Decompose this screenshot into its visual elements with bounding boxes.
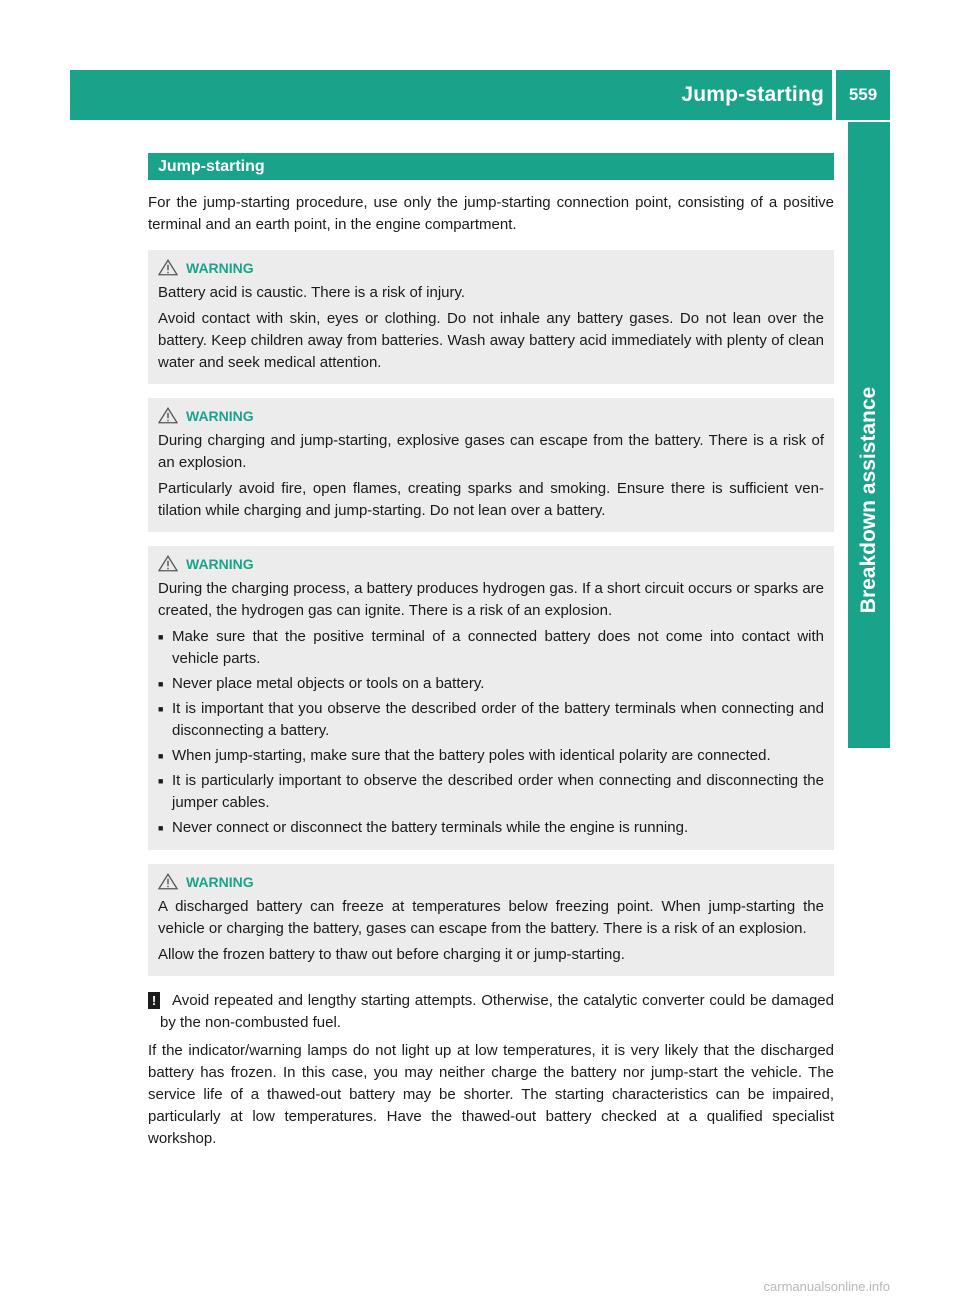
warning-label: WARNING bbox=[186, 874, 254, 890]
side-tab-marker bbox=[848, 692, 890, 748]
warning-paragraph: During the charging process, a battery produces hydrogen gas. If a short circuit occurs or sparks are created, the hydrogen gas can ignite. There is a risk of an explosion. bbox=[158, 580, 824, 619]
section-heading: Jump-starting bbox=[148, 153, 834, 180]
warning-box bbox=[148, 864, 834, 976]
header-title-box bbox=[662, 70, 832, 120]
list-item: ■ It is important that you observe the described order of the battery terminals when connecting and disconnecting a battery. bbox=[158, 698, 824, 742]
list-item: ■ Never place metal objects or tools on a battery. bbox=[158, 673, 824, 695]
warning-label: WARNING bbox=[186, 556, 254, 572]
warning-paragraph: A discharged battery can freeze at temperatures below freezing point. When jump-starting the vehicle or charging the battery, gases can escape from the battery. There is a risk of an explosion. bbox=[158, 898, 824, 937]
warning-label: WARNING bbox=[186, 260, 254, 276]
warning-triangle-icon bbox=[158, 555, 180, 573]
list-item: ■ Make sure that the positive terminal of a connected battery does not come into contact with vehicle parts. bbox=[158, 626, 824, 670]
watermark: carmanualsonline.info bbox=[763, 1279, 890, 1294]
side-tab-label: Breakdown assistance bbox=[857, 386, 880, 614]
warning-box bbox=[148, 250, 834, 384]
warning-title bbox=[158, 872, 824, 892]
warning-bullet-list bbox=[158, 626, 824, 839]
warning-title bbox=[158, 258, 824, 278]
closing-paragraph: If the indicator/warning lamps do not light up at low temperatures, it is very likely that the discharged battery has frozen. In this case, you may neither charge the battery nor jump-start the vehicle. The service life of a thawed-out battery may be shorter. The starting characteristics can be impaired, particularly at low temperatures. Have the thawed-out battery checked at a qualified specialist workshop. bbox=[148, 1042, 834, 1147]
warning-triangle-icon bbox=[158, 407, 180, 425]
page-number: 559 bbox=[836, 70, 890, 120]
warning-paragraph: Allow the frozen battery to thaw out before charging it or jump-starting. bbox=[158, 946, 625, 963]
exclamation-icon: ! bbox=[148, 992, 160, 1009]
warning-box bbox=[148, 398, 834, 532]
header-title: Jump-starting bbox=[681, 83, 824, 106]
page-content bbox=[148, 153, 834, 1150]
warning-title bbox=[158, 406, 824, 426]
warning-triangle-icon bbox=[158, 873, 180, 891]
warning-paragraph: Avoid contact with skin, eyes or clothing. Do not inhale any battery gases. Do not lean over the battery. Keep children away from batteries. Wash away battery acid immediately with plenty of clean water and seek medical attention. bbox=[158, 310, 824, 371]
list-item: ■ Never connect or disconnect the battery terminals while the engine is running. bbox=[158, 817, 824, 839]
warning-paragraph: Battery acid is caustic. There is a risk of injury. bbox=[158, 284, 466, 301]
list-item: ■ It is particularly important to observe the described order when connecting and disconnecting the jumper cables. bbox=[158, 770, 824, 814]
warning-paragraph: Particularly avoid fire, open flames, creating sparks and smoking. Ensure there is sufficient ven-tilation while charging and jump-starting. Do not lean over a battery. bbox=[158, 480, 824, 519]
warning-title bbox=[158, 554, 824, 574]
intro-paragraph: For the jump-starting procedure, use only the jump-starting connection point, consisting of a positive terminal and an earth point, in the engine compartment. bbox=[148, 194, 834, 233]
note-block bbox=[148, 990, 834, 1034]
warning-box bbox=[148, 546, 834, 850]
warnings-container bbox=[148, 250, 834, 976]
list-item: ■ When jump-starting, make sure that the battery poles with identical polarity are connected. bbox=[158, 745, 824, 767]
warning-paragraph: During charging and jump-starting, explosive gases can escape from the battery. There is a risk of an explosion. bbox=[158, 432, 824, 471]
warning-label: WARNING bbox=[186, 408, 254, 424]
warning-triangle-icon bbox=[158, 259, 180, 277]
note-text: Avoid repeated and lengthy starting attempts. Otherwise, the catalytic converter could be damaged by the non-combusted fuel. bbox=[160, 992, 834, 1031]
